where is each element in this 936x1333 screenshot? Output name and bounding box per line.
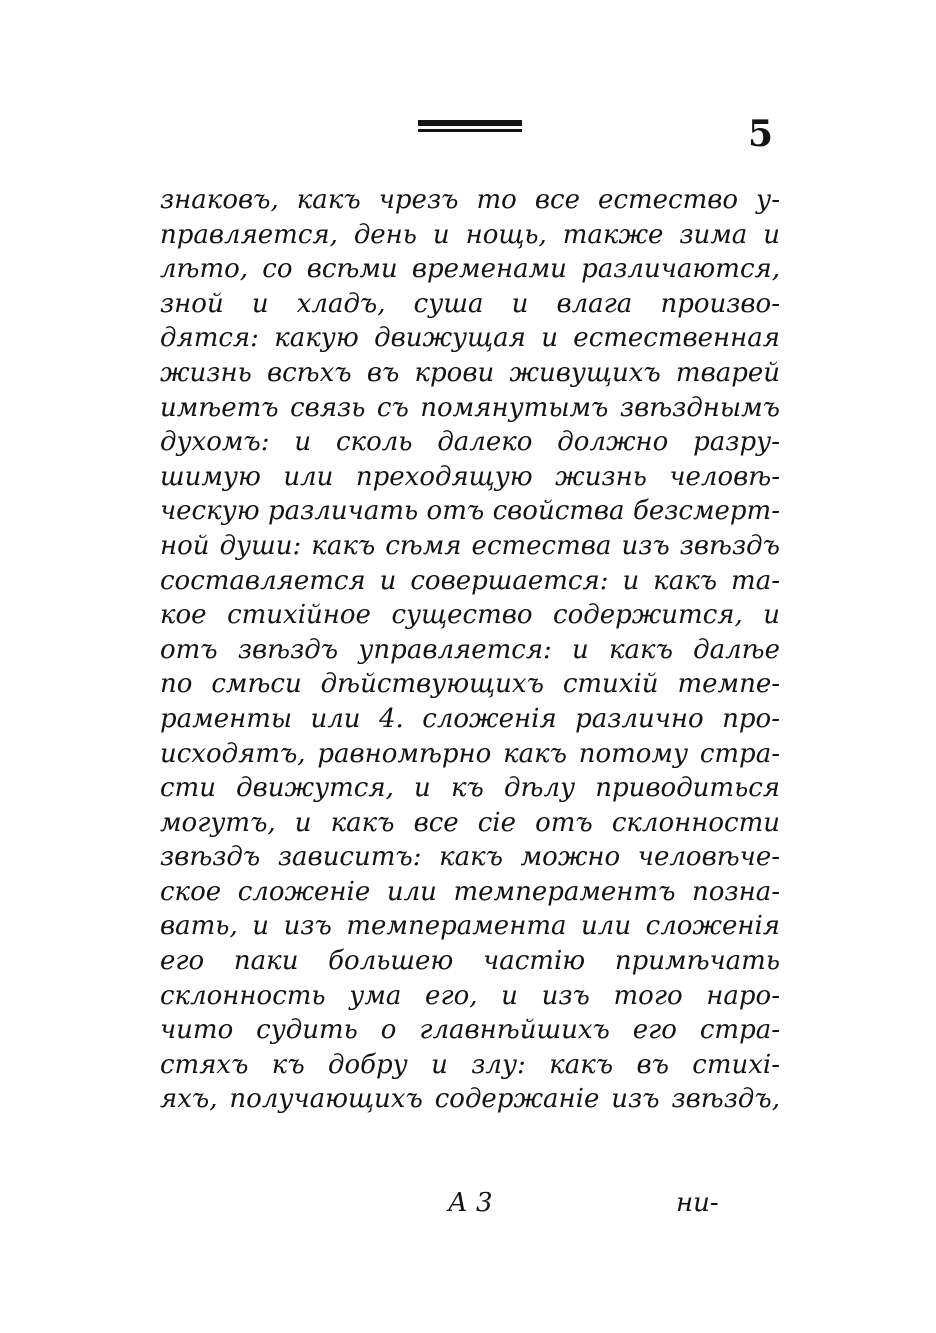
text-line: звѣздъ зависитъ: какъ можно человѣче-: [160, 842, 780, 873]
text-line: имѣетъ связь съ помянутымъ звѣзднымъ: [160, 392, 780, 423]
text-line: лѣто, со всѣми временами различаются,: [160, 254, 780, 285]
text-line: ское сложеніе или темпераментъ позна-: [160, 876, 780, 907]
text-line: яхъ, получающихъ содержаніе изъ звѣздъ,: [160, 1084, 780, 1115]
page-number: 5: [748, 113, 774, 155]
text-line: знаковъ, какъ чрезъ то все естество у-: [160, 185, 780, 215]
header-rule: [418, 120, 522, 132]
catchword: ни-: [676, 1188, 719, 1218]
text-line: его паки большею частію примѣчать: [160, 946, 780, 977]
text-line: зной и хладъ, суша и влага произво-: [160, 288, 780, 319]
text-line: по смѣси дѣйствующихъ стихій темпе-: [160, 669, 780, 700]
text-line: шимую или преходящую жизнь человѣ-: [160, 461, 780, 492]
text-line: склонность ума его, и изъ того наро-: [160, 980, 780, 1011]
text-line: раменты или 4. сложенія различно про-: [160, 703, 780, 734]
text-line: ной души: какъ сѣмя естества изъ звѣздъ: [160, 530, 780, 561]
page-footer: [0, 1188, 936, 1228]
text-line: кое стихійное существо содержится, и: [160, 600, 780, 631]
rule-thin-bar: [418, 129, 522, 132]
text-line: духомъ: и сколь далеко должно разру-: [160, 427, 780, 458]
text-line: чито судить о главнѣйшихъ его стра-: [160, 1015, 780, 1046]
text-line: жизнь всѣхъ въ крови живущихъ тварей: [160, 357, 780, 388]
signature-mark: А 3: [448, 1188, 493, 1218]
text-line: отъ звѣздъ управляется: и какъ далѣе: [160, 634, 780, 665]
text-line: правляется, день и нощь, также зима и: [160, 219, 780, 250]
text-line: дятся: какую движущая и естественная: [160, 323, 780, 354]
text-line: стяхъ къ добру и злу: какъ въ стихі-: [160, 1049, 780, 1080]
text-line: исходятъ, равномѣрно какъ потому стра-: [160, 738, 780, 769]
text-line: могутъ, и какъ все сіе отъ склонности: [160, 807, 780, 838]
body-text: [160, 183, 780, 1117]
text-line: сти движутся, и къ дѣлу приводиться: [160, 773, 780, 804]
text-line: составляется и совершается: и какъ та-: [160, 565, 780, 596]
text-line: вать, и изъ темперамента или сложенія: [160, 911, 780, 942]
text-line: ческую различать отъ свойства безсмерт-: [160, 496, 780, 527]
